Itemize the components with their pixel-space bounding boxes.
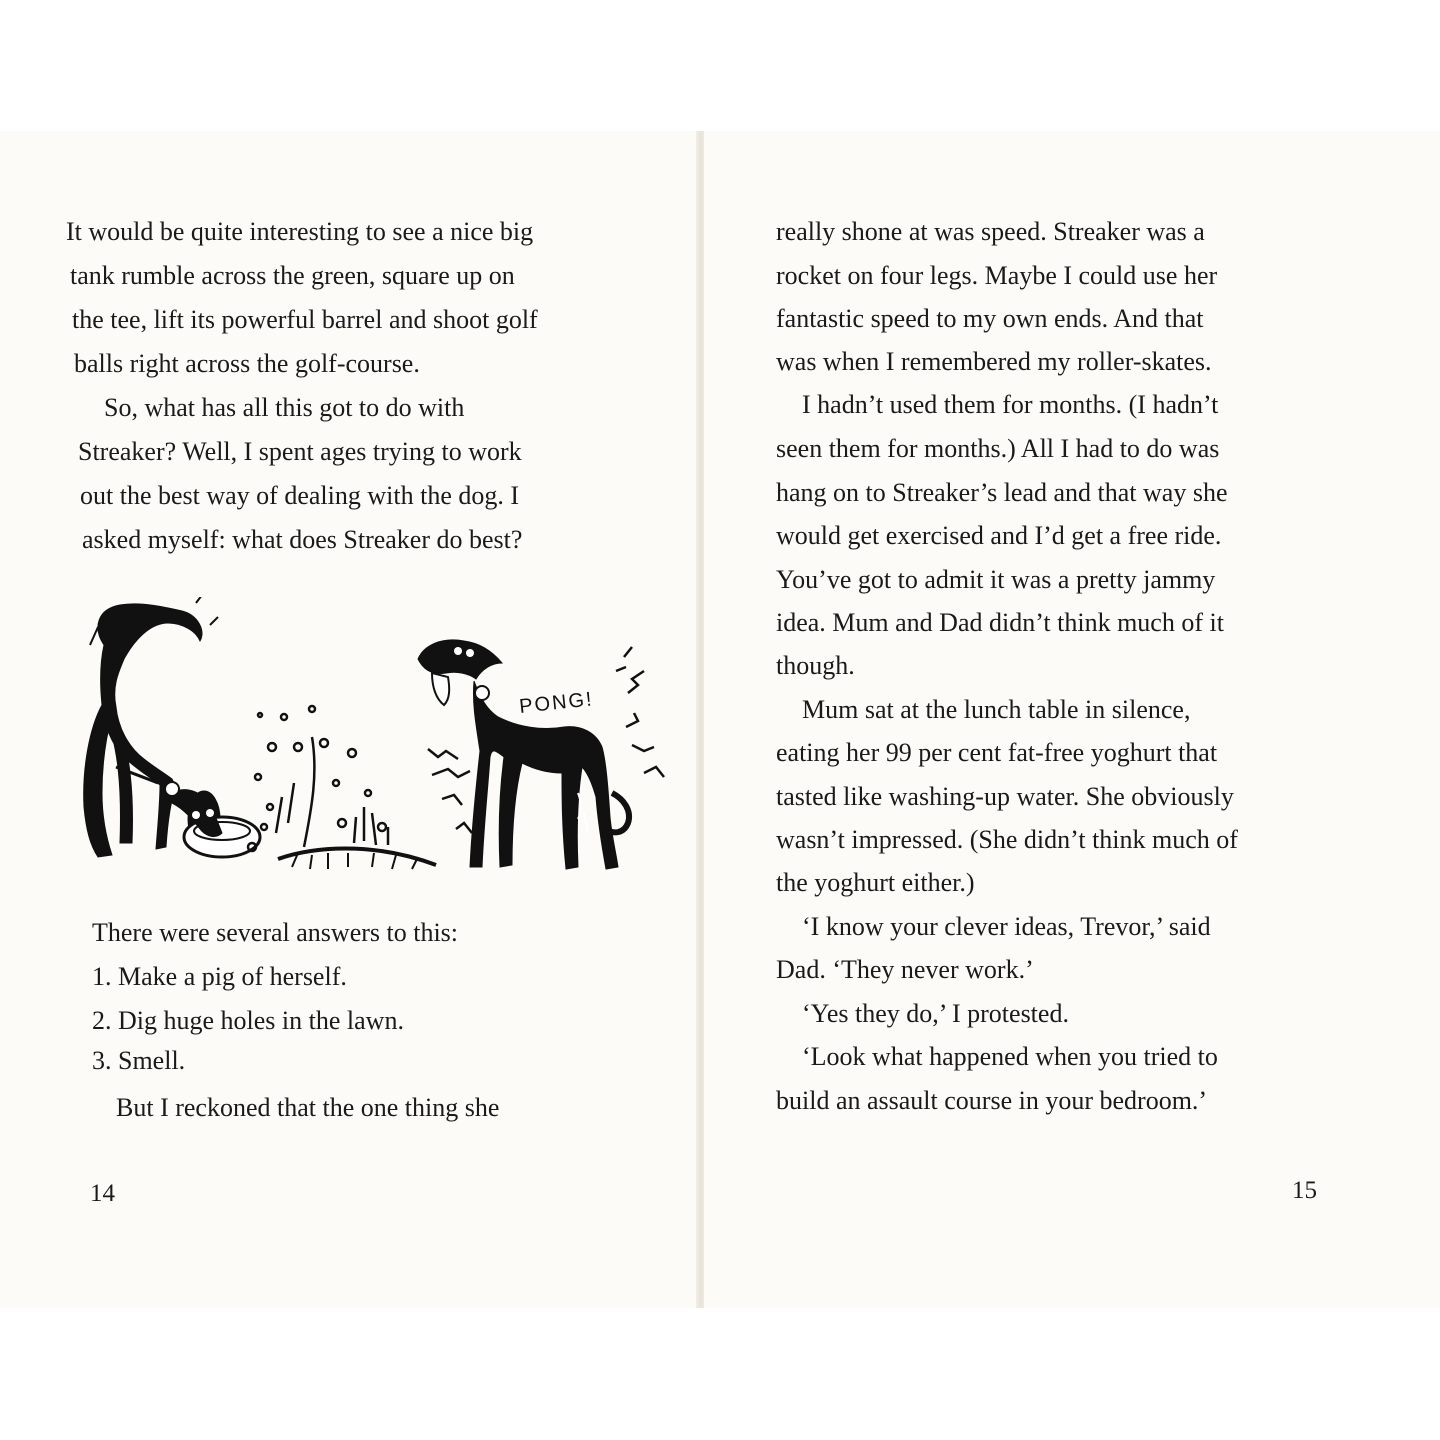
text-line: idea. Mum and Dad didn’t think much of it <box>776 608 1224 637</box>
text-line: though. <box>776 651 855 680</box>
right-page <box>704 131 1440 1308</box>
pong-label: PONG! <box>518 688 595 718</box>
text-line: the yoghurt either.) <box>776 868 975 897</box>
text-line: build an assault course in your bedroom.’ <box>776 1086 1208 1115</box>
text-line: was when I remembered my roller-skates. <box>776 347 1212 376</box>
list-item: 1. Make a pig of herself. <box>92 962 347 991</box>
text-line: balls right across the golf-course. <box>74 349 420 378</box>
text-line: It would be quite interesting to see a nice big <box>66 217 534 246</box>
text-line: But I reckoned that the one thing she <box>116 1093 500 1122</box>
text-line: You’ve got to admit it was a pretty jammy <box>776 565 1216 594</box>
text-line: ‘Look what happened when you tried to <box>802 1042 1218 1071</box>
text-line: Streaker? Well, I spent ages trying to work <box>78 437 522 466</box>
dogs-illustration <box>72 597 672 882</box>
text-line: seen them for months.) All I had to do was <box>776 434 1220 463</box>
text-line: tasted like washing-up water. She obviously <box>776 782 1234 811</box>
text-line: the tee, lift its powerful barrel and shoot golf <box>72 305 538 334</box>
text-line: asked myself: what does Streaker do best? <box>82 525 523 554</box>
text-line: rocket on four legs. Maybe I could use her <box>776 261 1218 290</box>
text-line: tank rumble across the green, square up on <box>70 261 515 290</box>
dirt-debris-drawing <box>248 706 436 869</box>
text-line: hang on to Streaker’s lead and that way she <box>776 478 1228 507</box>
text-line: would get exercised and I’d get a free ride. <box>776 521 1222 550</box>
text-line: ‘Yes they do,’ I protested. <box>802 999 1069 1028</box>
text-line: wasn’t impressed. (She didn’t think much of <box>776 825 1238 854</box>
text-line: ‘I know your clever ideas, Trevor,’ said <box>802 912 1211 941</box>
book-spread <box>0 131 1440 1308</box>
text-line: out the best way of dealing with the dog. I <box>80 481 520 510</box>
text-line: So, what has all this got to do with <box>104 393 465 422</box>
list-item: 3. Smell. <box>92 1046 186 1075</box>
text-line: fantastic speed to my own ends. And that <box>776 304 1204 333</box>
text-line: I hadn’t used them for months. (I hadn’t <box>802 390 1219 419</box>
text-line: Dad. ‘They never work.’ <box>776 955 1034 984</box>
page-number: 15 <box>1292 1177 1317 1204</box>
left-page <box>0 131 698 1308</box>
eating-dog-drawing <box>84 597 260 857</box>
text-line: There were several answers to this: <box>92 918 459 947</box>
page-number: 14 <box>90 1180 115 1207</box>
text-line: eating her 99 per cent fat-free yoghurt that <box>776 738 1218 767</box>
list-item: 2. Dig huge holes in the lawn. <box>92 1006 404 1035</box>
text-line: really shone at was speed. Streaker was a <box>776 217 1205 246</box>
text-line: Mum sat at the lunch table in silence, <box>802 695 1191 724</box>
